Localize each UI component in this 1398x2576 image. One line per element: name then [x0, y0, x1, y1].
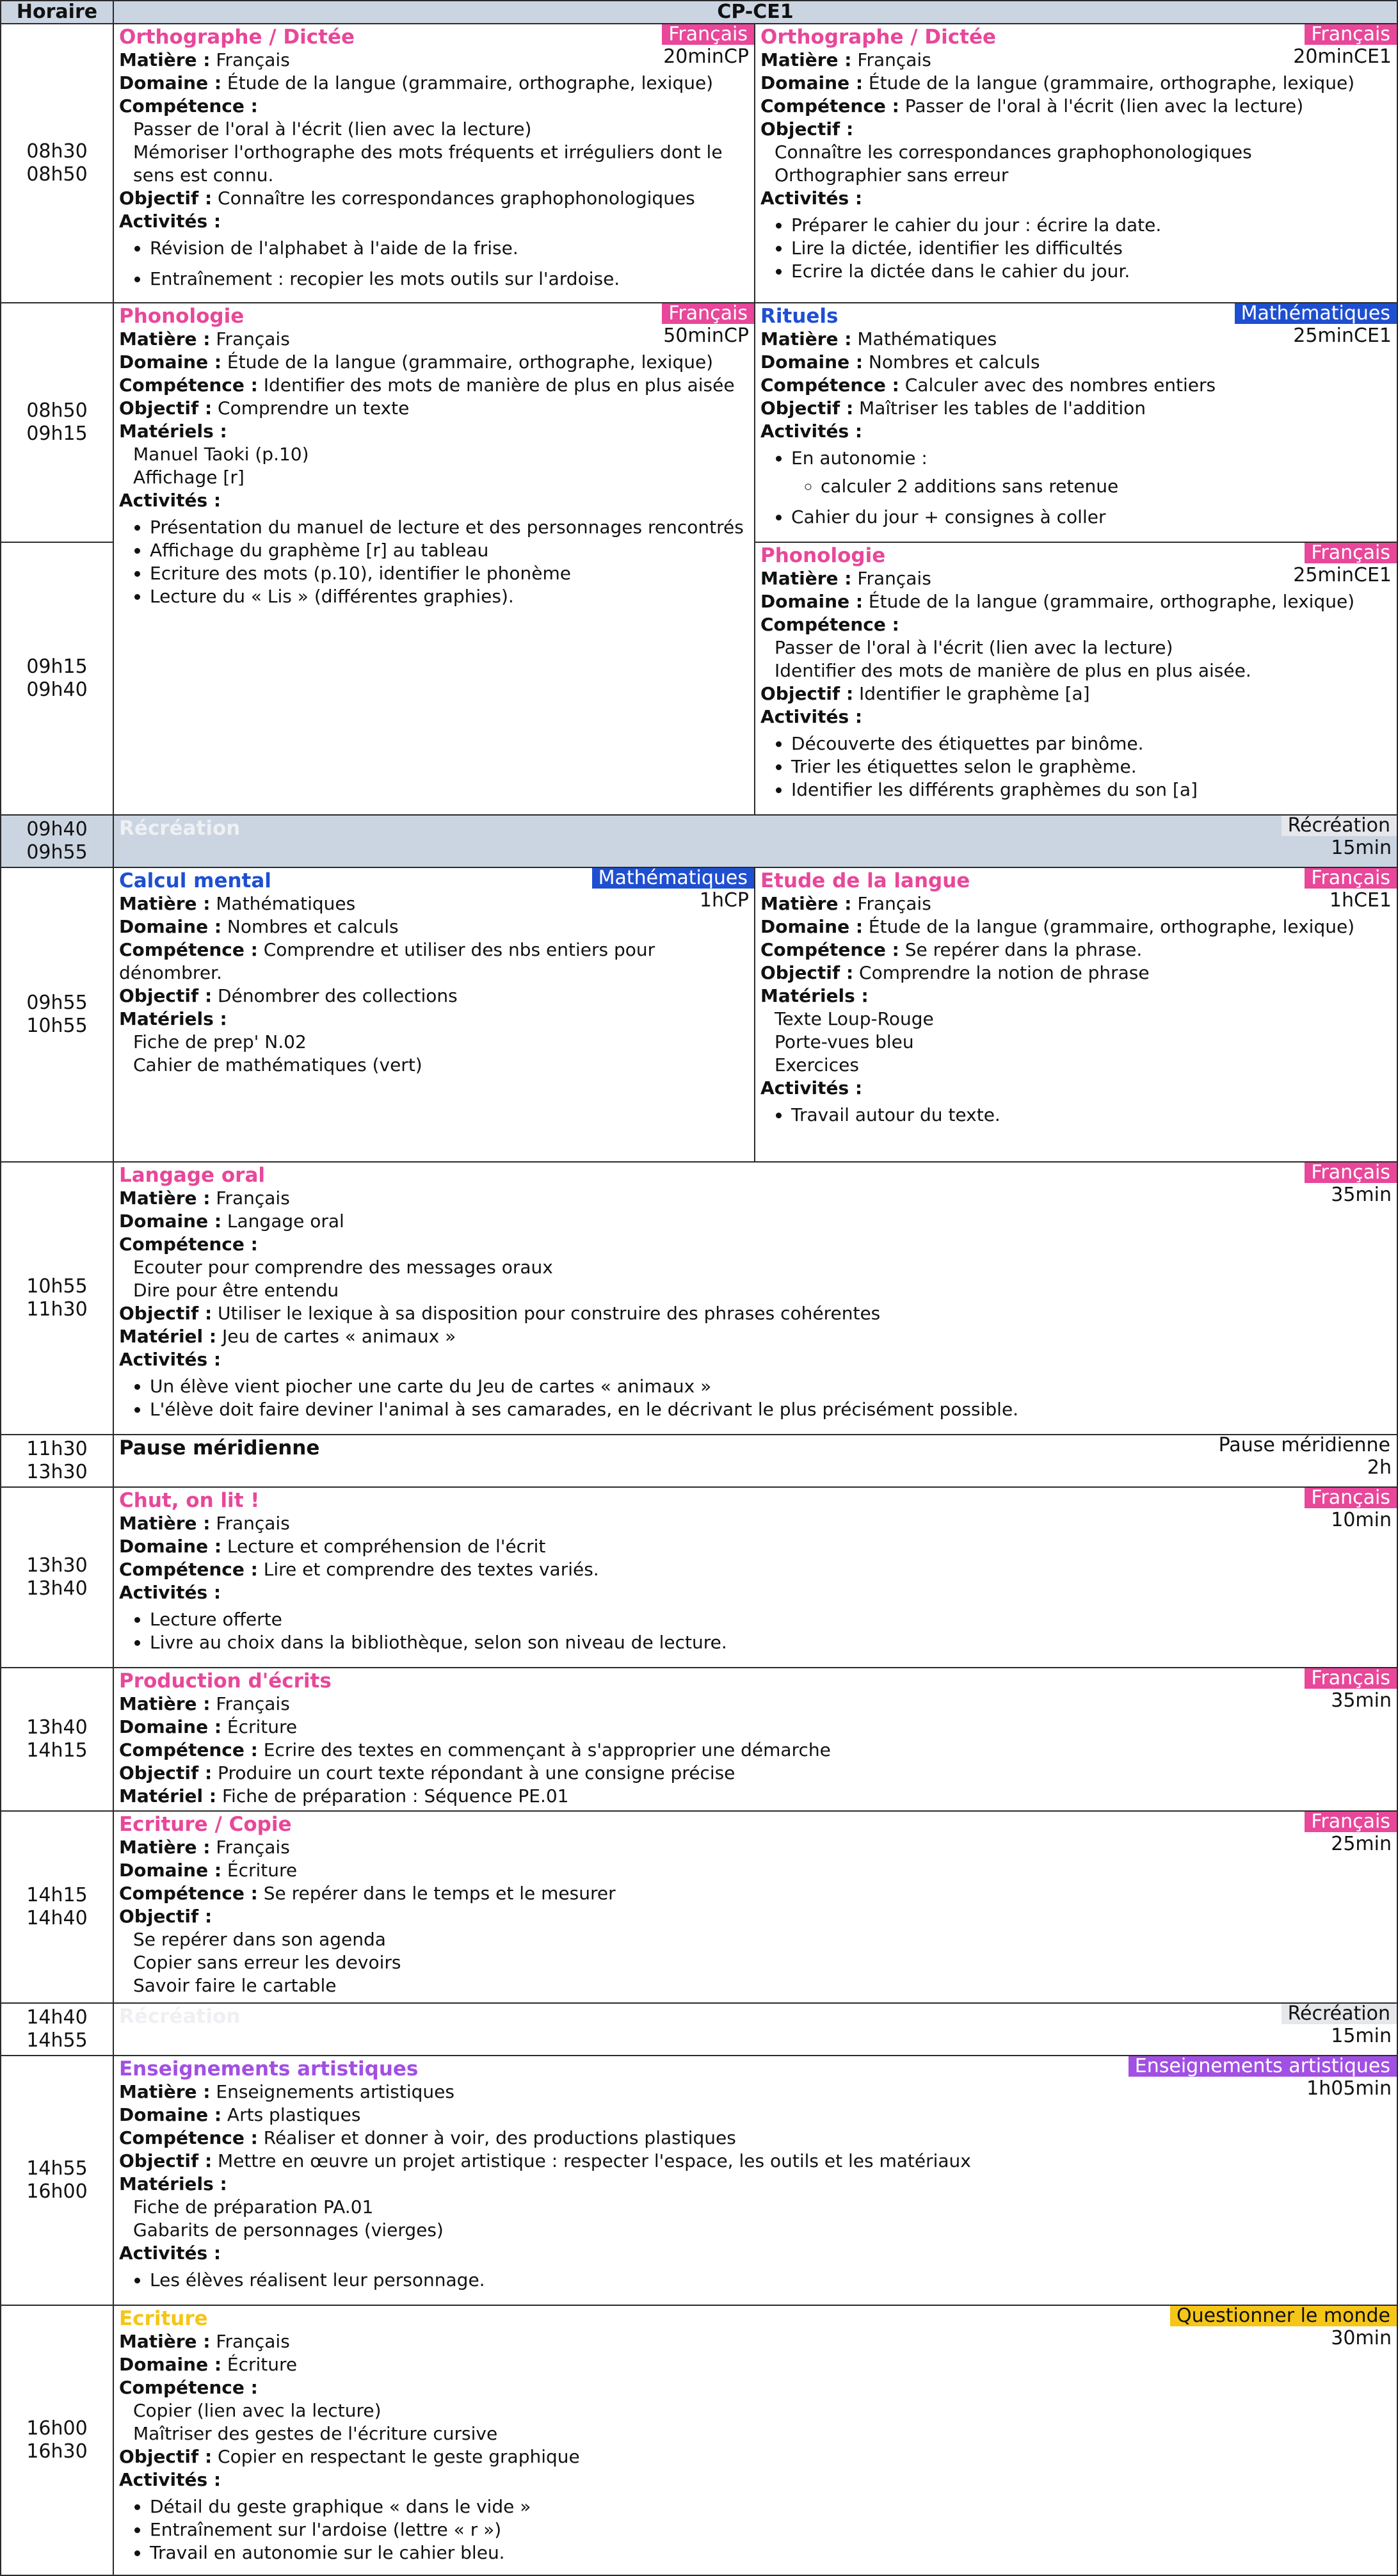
time-slot: 10h55 11h30: [0, 1161, 114, 1435]
subject-tag: Questionner le monde: [1170, 2306, 1397, 2326]
lunch-block: [113, 1434, 1398, 1488]
list-item: • Trier les étiquettes selon le graphème.: [791, 755, 1392, 778]
time-slot: 11h30 13h30: [0, 1434, 114, 1488]
lesson-title: Rituels: [760, 305, 839, 328]
duration: 20minCP: [663, 45, 749, 68]
list-item: ◦ calculer 2 additions sans retenue: [821, 475, 1392, 498]
lesson-title: Récréation: [119, 817, 241, 840]
lesson-block: Français 1hCE1 Etude de la langue Matière : Français Domaine : Étude de la langue (grammaire, orthographe, lexique) Compétence : Se repérer dans la phrase. Objectif : Comprendre la notion de phrase Matériels : Texte Loup-Rouge Porte-vues bleu Exercices Activités : • Travail autour du texte.: [754, 867, 1398, 1163]
list-item: • Affichage du graphème [r] au tableau: [150, 539, 749, 562]
lesson-title: Calcul mental: [119, 869, 271, 892]
subject-tag: Pause méridienne: [1212, 1435, 1397, 1456]
duration: 1hCP: [699, 889, 749, 912]
time-slot: 09h40 09h55: [0, 814, 114, 868]
subject-tag: Français: [1305, 24, 1397, 45]
lesson-title: Récréation: [119, 2005, 241, 2028]
subject-tag: Français: [1305, 1488, 1397, 1508]
subject-tag: Français: [1305, 543, 1397, 563]
recess-block: [113, 814, 1398, 868]
lesson-title: Production d'écrits: [119, 1670, 332, 1693]
list-item: • Détail du geste graphique « dans le vide »: [150, 2495, 1392, 2518]
list-item: • Travail autour du texte.: [791, 1104, 1392, 1127]
list-item: • Présentation du manuel de lecture et des personnages rencontrés: [150, 516, 749, 539]
list-item: • Identifier les différents graphèmes du son [a]: [791, 778, 1392, 801]
lesson-block: Mathématiques 25minCE1 Rituels Matière : Mathématiques Domaine : Nombres et calculs Compétence : Calculer avec des nombres entiers Objectif : Maîtriser les tables de l'addition Activités : • En autonomie : ◦ calculer 2 additions sans retenue • Cahier du jour + consignes à coller: [754, 302, 1398, 543]
duration: 20minCE1: [1293, 45, 1392, 68]
lesson-block: Enseignements artistiques 1h05min Enseignements artistiques Matière : Enseignements artistiques Domaine : Arts plastiques Compétence : Réaliser et donner à voir, des productions plastiques Objectif : Mettre en œuvre un projet artistique : respecter l'espace, les outils et les matériaux Matériels : Fiche de préparation PA.01 Gabarits de personnages (vierges) Activités : • Les élèves réalisent leur personnage.: [113, 2055, 1398, 2306]
lesson-title: Orthographe / Dictée: [119, 26, 355, 49]
subject-tag: Français: [662, 303, 754, 324]
list-item: • Un élève vient piocher une carte du Jeu de cartes « animaux »: [150, 1375, 1392, 1398]
lesson-block: Français 50minCP Phonologie Matière : Français Domaine : Étude de la langue (grammaire, orthographe, lexique) Compétence : Identifier des mots de manière de plus en plus aisée Objectif : Comprendre un texte Matériels : Manuel Taoki (p.10) Affichage [r] Activités : • Présentation du manuel de lecture et des personnages rencontrés • Affichage du graphème [r] au tableau • Ecriture des mots (p.10), identifier le phonème • Lecture du « Lis » (différentes graphies).: [113, 302, 755, 816]
lesson-block: Français 10min Chut, on lit ! Matière : Français Domaine : Lecture et compréhension de l'écrit Compétence : Lire et comprendre des textes variés. Activités : • Lecture offerte • Livre au choix dans la bibliothèque, selon son niveau de lecture.: [113, 1486, 1398, 1668]
list-item: • Lecture du « Lis » (différentes graphies).: [150, 585, 749, 608]
lesson-title: Ecriture / Copie: [119, 1813, 292, 1836]
time-slot: 13h40 14h15: [0, 1667, 114, 1812]
list-item: • Préparer le cahier du jour : écrire la date.: [791, 214, 1392, 237]
lesson-block: Questionner le monde 30min Ecriture Matière : Français Domaine : Écriture Compétence : Copier (lien avec la lecture) Maîtriser des gestes de l'écriture cursive Objectif : Copier en respectant le geste graphique Activités : • Détail du geste graphique « dans le vide » • Entraînement sur l'ardoise (lettre « r ») • Travail en autonomie sur le cahier bleu.: [113, 2305, 1398, 2576]
subject-tag: Français: [1305, 1668, 1397, 1689]
time-slot: 09h15 09h40: [0, 542, 114, 816]
lesson-block: Français 25min Ecriture / Copie Matière : Français Domaine : Écriture Compétence : Se repérer dans le temps et le mesurer Objectif : Se repérer dans son agenda Copier sans erreur les devoirs Savoir faire le cartable: [113, 1810, 1398, 2004]
duration: 50minCP: [663, 325, 749, 347]
header-time: Horaire: [0, 0, 114, 24]
list-item: • Révision de l'alphabet à l'aide de la frise.: [150, 237, 749, 260]
subject-tag: Récréation: [1282, 816, 1397, 836]
lesson-title: Chut, on lit !: [119, 1489, 260, 1512]
header-class: CP-CE1: [113, 0, 1398, 24]
list-item: • Entraînement sur l'ardoise (lettre « r »): [150, 2518, 1392, 2541]
list-item: • L'élève doit faire deviner l'animal à ses camarades, en le décrivant le plus précisément possible.: [150, 1398, 1392, 1421]
list-item: • Lire la dictée, identifier les difficultés: [791, 237, 1392, 260]
lesson-title: Langage oral: [119, 1164, 265, 1187]
lesson-block: Français 25minCE1 Phonologie Matière : Français Domaine : Étude de la langue (grammaire, orthographe, lexique) Compétence : Passer de l'oral à l'écrit (lien avec la lecture) Identifier des mots de manière de plus en plus aisée. Objectif : Identifier le graphème [a] Activités : • Découverte des étiquettes par binôme. • Trier les étiquettes selon le graphème. • Identifier les différents graphèmes du son [a]: [754, 542, 1398, 816]
subject-tag: Français: [662, 24, 754, 45]
duration: 1h05min: [1306, 2077, 1392, 2100]
list-item: • Ecriture des mots (p.10), identifier le phonème: [150, 562, 749, 585]
lesson-title: Enseignements artistiques: [119, 2057, 419, 2081]
lesson-block: Français 20minCE1 Orthographe / Dictée Matière : Français Domaine : Étude de la langue (grammaire, orthographe, lexique) Compétence : Passer de l'oral à l'écrit (lien avec la lecture) Objectif : Connaître les correspondances graphophonologiques Orthographier sans erreur Activités : • Préparer le cahier du jour : écrire la date. • Lire la dictée, identifier les difficultés • Ecrire la dictée dans le cahier du jour.: [754, 23, 1398, 303]
duration: 15min: [1331, 2025, 1392, 2047]
subject-tag: Français: [1305, 1812, 1397, 1832]
lesson-title: Ecriture: [119, 2307, 208, 2330]
list-item: • Ecrire la dictée dans le cahier du jour.: [791, 260, 1392, 283]
duration: 30min: [1331, 2327, 1392, 2349]
duration: 35min: [1331, 1689, 1392, 1712]
list-item: • Entraînement : recopier les mots outils sur l'ardoise.: [150, 268, 749, 291]
subject-tag: Mathématiques: [592, 868, 754, 889]
list-item: • Livre au choix dans la bibliothèque, selon son niveau de lecture.: [150, 1631, 1392, 1654]
subject-tag: Mathématiques: [1235, 303, 1397, 324]
duration: 25minCE1: [1293, 564, 1392, 586]
duration: 15min: [1331, 837, 1392, 859]
list-item: • Travail en autonomie sur le cahier bleu.: [150, 2541, 1392, 2564]
duration: 10min: [1331, 1509, 1392, 1531]
list-item: • Lecture offerte: [150, 1608, 1392, 1631]
lesson-title: Phonologie: [760, 544, 886, 567]
lesson-block: Français 35min Langage oral Matière : Français Domaine : Langage oral Compétence : Ecouter pour comprendre des messages oraux Dire pour être entendu Objectif : Utiliser le lexique à sa disposition pour construire des phrases cohérentes Matériel : Jeu de cartes « animaux » Activités : • Un élève vient piocher une carte du Jeu de cartes « animaux » • L'élève doit faire deviner l'animal à ses camarades, en le décrivant le plus précisément possible.: [113, 1161, 1398, 1435]
list-item: • Cahier du jour + consignes à coller: [791, 506, 1392, 529]
lesson-title: Phonologie: [119, 305, 245, 328]
list-item: • En autonomie : ◦ calculer 2 additions sans retenue: [791, 447, 1392, 498]
duration: 35min: [1331, 1184, 1392, 1206]
duration: 25minCE1: [1293, 325, 1392, 347]
lesson-block: Mathématiques 1hCP Calcul mental Matière : Mathématiques Domaine : Nombres et calculs Compétence : Comprendre et utiliser des nbs entiers pour dénombrer. Objectif : Dénombrer des collections Matériels : Fiche de prep' N.02 Cahier de mathématiques (vert): [113, 867, 755, 1163]
subject-tag: Français: [1305, 1163, 1397, 1183]
duration: 25min: [1331, 1833, 1392, 1855]
duration: 2h: [1367, 1456, 1392, 1479]
time-slot: 14h55 16h00: [0, 2055, 114, 2306]
duration: 1hCE1: [1329, 889, 1392, 912]
time-slot: 13h30 13h40: [0, 1486, 114, 1668]
time-slot: 14h15 14h40: [0, 1810, 114, 2004]
lesson-title: Pause méridienne: [119, 1437, 320, 1460]
time-slot: 16h00 16h30: [0, 2305, 114, 2576]
lesson-title: Etude de la langue: [760, 869, 970, 892]
lesson-title: Orthographe / Dictée: [760, 26, 997, 49]
subject-tag: Récréation: [1282, 2004, 1397, 2024]
time-slot: 08h50 09h15: [0, 302, 114, 543]
list-item: • Les élèves réalisent leur personnage.: [150, 2269, 1392, 2292]
time-slot: 14h40 14h55: [0, 2002, 114, 2056]
lesson-block: Français 20minCP Orthographe / Dictée Matière : Français Domaine : Étude de la langue (grammaire, orthographe, lexique) Compétence : Passer de l'oral à l'écrit (lien avec la lecture) Mémoriser l'orthographe des mots fréquents et irréguliers dont le sens est connu. Objectif : Connaître les correspondances graphophonologiques Activités : • Révision de l'alphabet à l'aide de la frise. • Entraînement : recopier les mots outils sur l'ardoise.: [113, 23, 755, 303]
lesson-block: Français 35min Production d'écrits Matière : Français Domaine : Écriture Compétence : Ecrire des textes en commençant à s'approprier une démarche Objectif : Produire un court texte répondant à une consigne précise Matériel : Fiche de préparation : Séquence PE.01: [113, 1667, 1398, 1812]
subject-tag: Français: [1305, 868, 1397, 889]
recess-block: [113, 2002, 1398, 2056]
time-slot: 08h30 08h50: [0, 23, 114, 303]
list-item: • Découverte des étiquettes par binôme.: [791, 732, 1392, 755]
time-slot: 09h55 10h55: [0, 867, 114, 1163]
subject-tag: Enseignements artistiques: [1129, 2056, 1397, 2077]
